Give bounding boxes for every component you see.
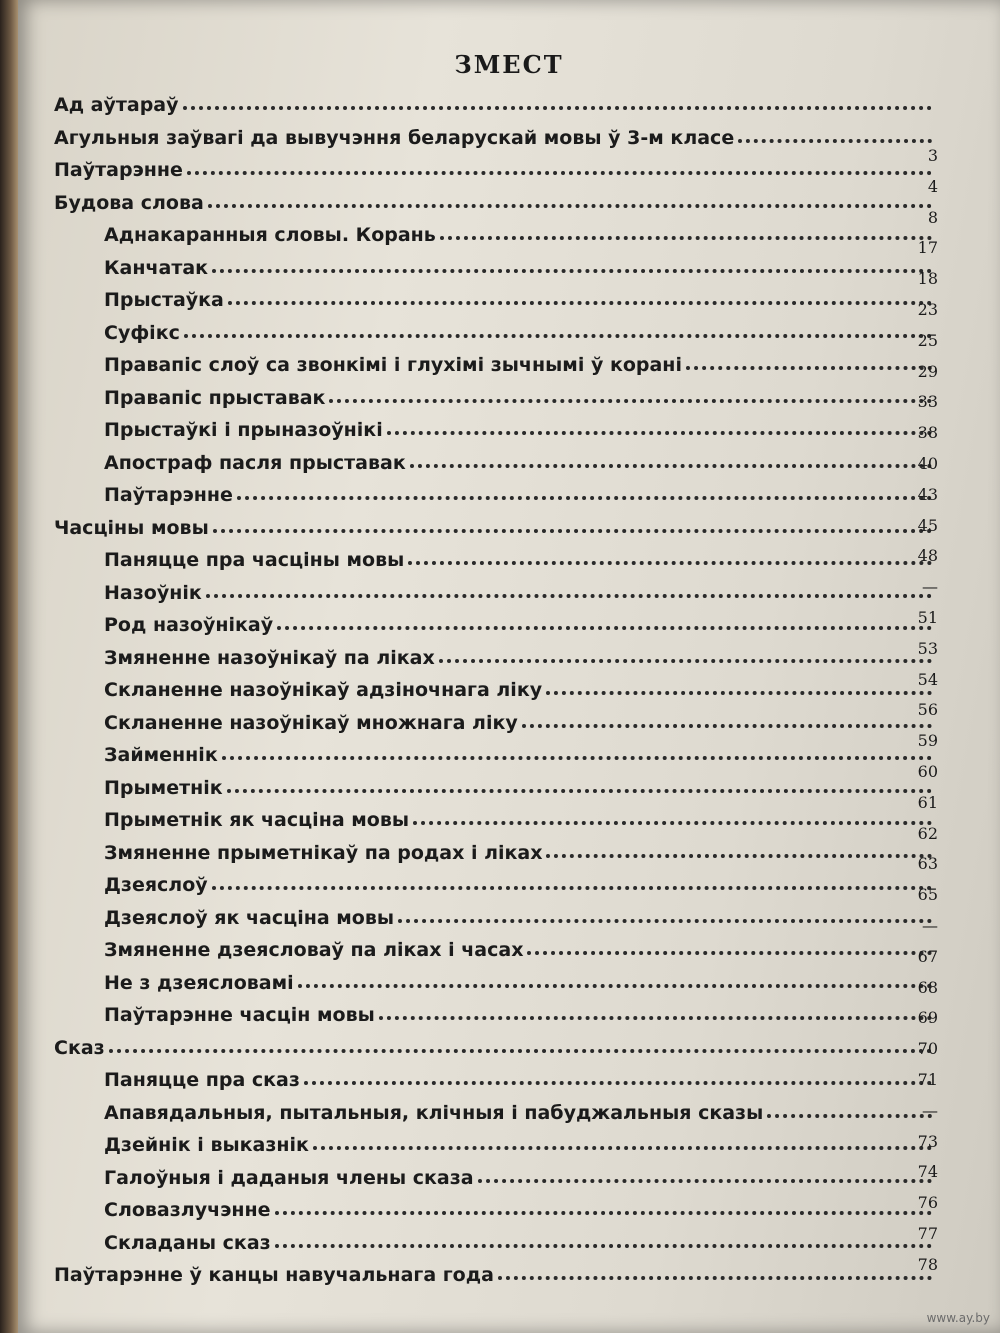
toc-page-number: —: [922, 577, 938, 597]
toc-entry: [104, 704, 938, 734]
toc-entry: [104, 1191, 938, 1221]
dot-leader: [478, 1179, 932, 1183]
toc-entry-label: Агульныя заўвагі да вывучэння беларускай мовы ў 3-м класе: [54, 126, 735, 149]
toc-page-number: 69: [917, 1008, 938, 1028]
toc-entry: [54, 1256, 938, 1286]
toc-entry: [54, 151, 938, 181]
toc-entry: [104, 1126, 938, 1156]
toc-entry-label: Правапіс прыставак: [104, 386, 326, 409]
toc-entry: [104, 1224, 938, 1254]
toc-entry: [54, 184, 938, 214]
toc-page-number: 71: [917, 1070, 938, 1089]
dot-leader: [408, 561, 932, 565]
dot-leader: [213, 529, 932, 533]
toc-entry: [104, 671, 938, 701]
dot-leader: [398, 919, 932, 923]
toc-entry: [104, 866, 938, 896]
toc-entry-label: Прыметнік: [104, 776, 223, 799]
toc-page-number: 33: [917, 392, 938, 412]
toc-page-number: 23: [917, 300, 938, 319]
toc-page-number: 53: [917, 638, 938, 658]
toc-entry-label: Дзеяслоў: [104, 874, 208, 896]
dot-leader: [738, 139, 932, 143]
toc-entry-label: Канчатак: [104, 256, 209, 279]
toc-entry: [104, 769, 938, 799]
toc-page-number: 63: [917, 854, 938, 874]
toc-entry-label: Змяненне дзеясловаў па ліках і часах: [104, 939, 524, 961]
toc-page-number: 17: [917, 238, 938, 258]
toc-entry-label: Дзейнік і выказнік: [104, 1134, 309, 1156]
toc-entry-label: Змяненне назоўнікаў па ліках: [104, 646, 435, 669]
dot-leader: [298, 984, 932, 988]
toc-entry-label: Паняцце пра сказ: [104, 1069, 300, 1091]
toc-entry-label: Словазлучэнне: [104, 1199, 271, 1221]
toc-page-number: —: [922, 916, 938, 935]
toc-entry-label: Паўтарэнне: [104, 484, 233, 506]
dot-leader: [546, 691, 932, 695]
toc-entry-label: Будова слова: [54, 191, 204, 214]
table-of-contents: [18, 0, 1000, 1333]
toc-entry: [54, 509, 938, 539]
toc-entry: [104, 899, 938, 929]
toc-page-number: 51: [917, 608, 938, 627]
toc-entry-label: Суфікс: [104, 321, 180, 344]
toc-entry-label: Складаны сказ: [104, 1231, 271, 1254]
dot-leader: [304, 1081, 932, 1085]
toc-entry: [104, 1094, 938, 1124]
toc-entry: [104, 606, 938, 636]
dot-leader: [275, 1244, 932, 1248]
book-binding-edge: [0, 0, 18, 1333]
toc-page-number: 70: [917, 1039, 938, 1059]
toc-entry: [104, 411, 938, 441]
toc-page-number: 77: [917, 1224, 938, 1243]
toc-entry-label: Прыметнік як часціна мовы: [104, 809, 410, 831]
dot-leader: [767, 1114, 932, 1118]
toc-entry: [54, 86, 938, 116]
dot-leader: [439, 659, 932, 663]
toc-entry: [104, 379, 938, 412]
toc-page-number: —: [922, 1100, 938, 1120]
toc-page-number: 59: [917, 731, 938, 751]
toc-page-number: 3: [927, 146, 938, 165]
dot-leader: [275, 1211, 932, 1215]
toc-page-number: 45: [917, 515, 938, 535]
dot-leader: [222, 756, 932, 760]
dot-leader: [527, 951, 932, 955]
toc-page-number: 60: [917, 762, 938, 781]
toc-entry: [104, 574, 938, 604]
toc-page-number: 40: [917, 454, 938, 473]
toc-page-number: 54: [917, 669, 938, 689]
dot-leader: [379, 1016, 932, 1020]
toc-entry-label: Скланенне назоўнікаў множнага ліку: [104, 711, 518, 734]
dot-leader: [498, 1276, 932, 1280]
toc-entry-label: Род назоўнікаў: [104, 614, 274, 636]
dot-leader: [522, 724, 932, 728]
toc-entry: [104, 801, 938, 831]
toc-entry: [104, 249, 938, 279]
toc-page-number: 74: [917, 1162, 938, 1182]
toc-entry-label: Паўтарэнне: [54, 159, 183, 181]
toc-entry: [104, 834, 938, 864]
toc-page-number: 56: [917, 700, 938, 720]
toc-page-number: 76: [917, 1193, 938, 1213]
dot-leader: [387, 431, 932, 435]
toc-entry-label: Аднакаранныя словы. Корань: [104, 224, 436, 246]
toc-page-number: 38: [917, 423, 938, 443]
toc-page-number: 68: [917, 977, 938, 997]
toc-entry-label: Дзеяслоў як часціна мовы: [104, 906, 395, 929]
toc-entry: [104, 931, 938, 961]
toc-entry-label: Часціны мовы: [54, 516, 209, 539]
toc-entry: [104, 736, 938, 766]
page-title: ЗМЕСТ: [454, 50, 564, 79]
toc-entry-label: Паўтарэнне ў канцы навучальнага года: [54, 1264, 494, 1286]
toc-page-number: 4: [927, 176, 938, 196]
toc-entry-label: Галоўныя і даданыя члены сказа: [104, 1166, 474, 1189]
toc-entry: [104, 964, 938, 994]
toc-entry: [104, 639, 938, 669]
dot-leader: [228, 301, 932, 305]
toc-entry: [104, 476, 938, 506]
dot-leader: [410, 464, 932, 468]
toc-entry-label: Назоўнік: [104, 581, 202, 604]
toc-entry-label: Паўтарэнне часцін мовы: [104, 1004, 375, 1026]
toc-page-number: 61: [917, 792, 938, 812]
toc-page-number: 18: [917, 269, 938, 289]
toc-entry: [104, 346, 938, 376]
dot-leader: [329, 399, 932, 403]
toc-page-number: 65: [917, 885, 938, 905]
dot-leader: [413, 821, 932, 825]
toc-entry-label: Паняцце пра часціны мовы: [104, 549, 405, 571]
watermark-text: www.ay.by: [926, 1311, 990, 1325]
toc-entry: [104, 1061, 938, 1091]
toc-entry-label: Не з дзеясловамі: [104, 971, 294, 994]
toc-entry: [104, 314, 938, 344]
toc-entry-label: Сказ: [54, 1036, 105, 1059]
toc-entry: [104, 541, 938, 571]
dot-leader: [237, 496, 932, 500]
dot-leader: [227, 789, 932, 793]
toc-entry: [104, 996, 938, 1026]
dot-leader: [212, 886, 932, 890]
toc-page-number: 29: [917, 361, 938, 381]
toc-entry: [54, 119, 938, 149]
toc-entry: [104, 281, 938, 311]
dot-leader: [187, 171, 932, 175]
toc-entry-label: Скланенне назоўнікаў адзіночнага ліку: [104, 679, 543, 701]
toc-page-number: 8: [927, 207, 938, 227]
toc-entry-label: Правапіс слоў са звонкімі і глухімі зычнымі ў корані: [104, 354, 682, 376]
toc-entry-label: Апавядальныя, пытальныя, клічныя і пабуджальныя сказы: [104, 1101, 764, 1124]
toc-entry-label: Ад аўтараў: [54, 94, 179, 116]
toc-entry: [104, 444, 938, 474]
toc-entry-label: Прыстаўка: [104, 289, 224, 311]
dot-leader: [109, 1049, 932, 1053]
dot-leader: [440, 236, 932, 240]
toc-page-number: 48: [917, 546, 938, 566]
toc-page-number: 73: [917, 1131, 938, 1151]
toc-entry: [54, 1029, 938, 1059]
toc-page-number: 67: [917, 946, 938, 966]
toc-entry-label: Прыстаўкі і прыназоўнікі: [104, 419, 383, 441]
dot-leader: [212, 269, 932, 273]
dot-leader: [313, 1146, 932, 1150]
toc-page-number: 78: [917, 1254, 938, 1274]
toc-page-number: 62: [917, 823, 938, 843]
dot-leader: [686, 366, 932, 370]
dot-leader: [208, 204, 932, 208]
dot-leader: [183, 106, 932, 110]
toc-page-number: 43: [917, 484, 938, 504]
toc-entry: [104, 216, 938, 246]
dot-leader: [546, 854, 932, 858]
book-page: [18, 0, 1000, 1333]
dot-leader: [184, 334, 932, 338]
toc-entry-label: Змяненне прыметнікаў па родах і ліках: [104, 841, 543, 864]
dot-leader: [277, 626, 932, 630]
toc-entry: [104, 1159, 938, 1189]
toc-entry-label: Апостраф пасля прыставак: [104, 451, 406, 474]
toc-page-number: 25: [917, 330, 938, 350]
dot-leader: [206, 594, 932, 598]
toc-entry-label: Займеннік: [104, 744, 218, 766]
